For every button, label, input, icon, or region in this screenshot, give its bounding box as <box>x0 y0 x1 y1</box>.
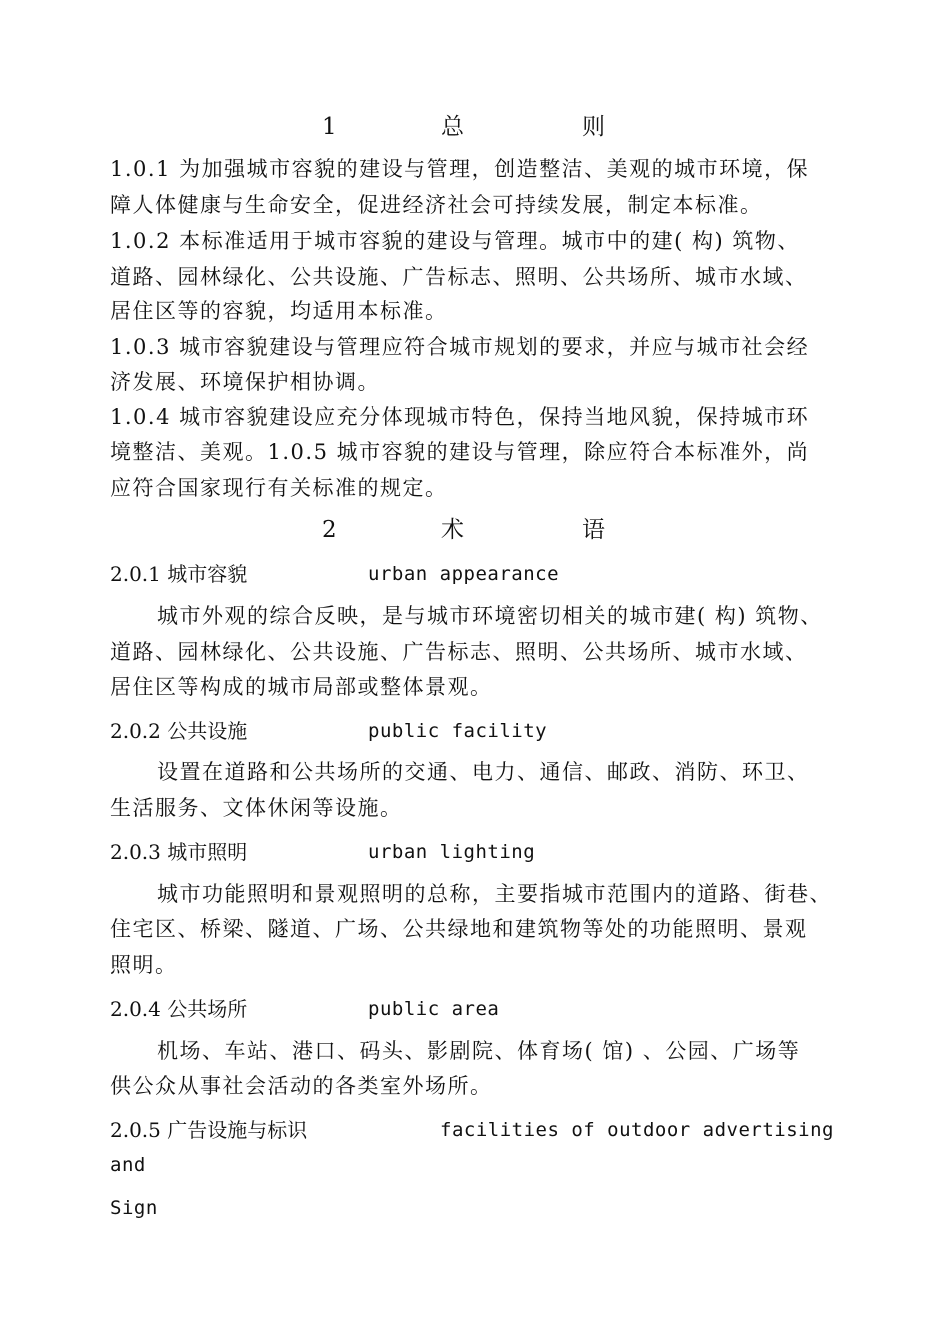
definition-line: 生活服务、文体休闲等设施。 <box>110 796 403 820</box>
definition-line: 设置在道路和公共场所的交通、电力、通信、邮政、消防、环卫、 <box>157 760 810 784</box>
definition-line: 照明。 <box>110 953 178 977</box>
section-1-title-char-1: 总 <box>441 114 464 140</box>
definition-line: 住宅区、桥梁、隧道、广场、公共绿地和建筑物等处的功能照明、景观 <box>110 917 808 941</box>
clause-line: 济发展、环境保护相协调。 <box>110 370 380 394</box>
definition-line: 道路、园林绿化、公共设施、广告标志、照明、公共场所、城市水域、 <box>110 640 808 664</box>
term-english: urban appearance <box>368 563 560 585</box>
clause-line: 1.0.3 城市容貌建设与管理应符合城市规划的要求，并应与城市社会经 <box>110 335 810 359</box>
clause-line: 1.0.4 城市容貌建设应充分体现城市特色，保持当地风貌，保持城市环 <box>110 405 810 429</box>
section-2-number: 2 <box>322 517 337 543</box>
definition-line: 城市功能照明和景观照明的总称，主要指城市范围内的道路、街巷、 <box>157 882 832 906</box>
definition-line: 供公众从事社会活动的各类室外场所。 <box>110 1074 493 1098</box>
clause-line: 境整洁、美观。1.0.5 城市容貌的建设与管理，除应符合本标准外，尚 <box>110 440 810 464</box>
term-heading: 2.0.3 城市照明 <box>110 840 248 864</box>
definition-line: 居住区等构成的城市局部或整体景观。 <box>110 675 493 699</box>
clause-line: 应符合国家现行有关标准的规定。 <box>110 476 448 500</box>
clause-line: 1.0.1 为加强城市容貌的建设与管理，创造整洁、美观的城市环境，保 <box>110 157 810 181</box>
term-english: public facility <box>368 720 548 742</box>
section-2-title-char-1: 术 <box>441 517 464 543</box>
clause-line: 道路、园林绿化、公共设施、广告标志、照明、公共场所、城市水域、 <box>110 265 808 289</box>
term-heading: 2.0.1 城市容貌 <box>110 562 248 586</box>
term-heading: 2.0.4 公共场所 <box>110 997 248 1021</box>
definition-line: 城市外观的综合反映，是与城市环境密切相关的城市建( 构) 筑物、 <box>157 604 823 628</box>
term-heading: 2.0.5 广告设施与标识 <box>110 1118 308 1142</box>
term-heading: 2.0.2 公共设施 <box>110 719 248 743</box>
definition-line: 机场、车站、港口、码头、影剧院、体育场( 馆) 、公园、广场等 <box>157 1039 801 1063</box>
term-english-continued: Sign <box>110 1197 158 1219</box>
section-1-title-char-2: 则 <box>582 114 605 140</box>
term-english: facilities of outdoor advertising <box>440 1119 834 1141</box>
section-2-title-char-2: 语 <box>582 517 605 543</box>
clause-line: 1.0.2 本标准适用于城市容貌的建设与管理。城市中的建( 构) 筑物、 <box>110 229 800 253</box>
term-english: public area <box>368 998 500 1020</box>
clause-line: 居住区等的容貌，均适用本标准。 <box>110 299 448 323</box>
clause-line: 障人体健康与生命安全，促进经济社会可持续发展，制定本标准。 <box>110 193 763 217</box>
section-1-number: 1 <box>322 114 337 140</box>
term-english: urban lighting <box>368 841 536 863</box>
term-english-continued: and <box>110 1154 146 1176</box>
